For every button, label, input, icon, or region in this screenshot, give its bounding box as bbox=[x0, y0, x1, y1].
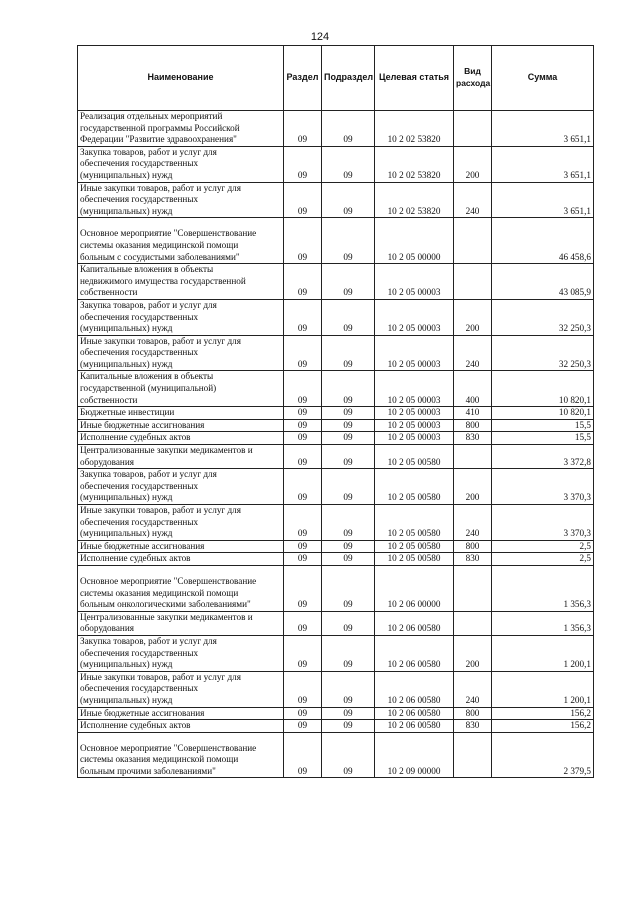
cell-expense-type bbox=[454, 218, 492, 264]
cell-podrazdel: 09 bbox=[322, 146, 375, 182]
cell-target-article: 10 2 05 00003 bbox=[375, 335, 454, 371]
cell-podrazdel: 09 bbox=[322, 565, 375, 611]
cell-target-article: 10 2 06 00580 bbox=[375, 611, 454, 635]
cell-expense-type: 200 bbox=[454, 146, 492, 182]
table-row bbox=[78, 419, 594, 432]
cell-name: Закупка товаров, работ и услуг для обеспечения государственных (муниципальных) нужд bbox=[78, 635, 284, 671]
table-row bbox=[78, 182, 594, 218]
cell-amount: 3 370,3 bbox=[492, 505, 594, 541]
cell-expense-type: 830 bbox=[454, 553, 492, 566]
cell-amount: 1 356,3 bbox=[492, 611, 594, 635]
cell-podrazdel: 09 bbox=[322, 553, 375, 566]
cell-razdel: 09 bbox=[284, 635, 322, 671]
cell-name: Закупка товаров, работ и услуг для обеспечения государственных (муниципальных) нужд bbox=[78, 146, 284, 182]
cell-expense-type bbox=[454, 445, 492, 469]
cell-razdel: 09 bbox=[284, 264, 322, 300]
cell-razdel: 09 bbox=[284, 732, 322, 778]
page-number: 124 bbox=[310, 31, 330, 43]
cell-razdel: 09 bbox=[284, 445, 322, 469]
cell-expense-type: 240 bbox=[454, 671, 492, 707]
table-row bbox=[78, 264, 594, 300]
cell-expense-type: 830 bbox=[454, 432, 492, 445]
cell-podrazdel: 09 bbox=[322, 505, 375, 541]
table-row bbox=[78, 553, 594, 566]
cell-expense-type bbox=[454, 264, 492, 300]
cell-amount: 3 651,1 bbox=[492, 146, 594, 182]
table-row bbox=[78, 335, 594, 371]
cell-name: Основное мероприятие "Совершенствование системы оказания медицинской помощи больным с сосудистыми заболеваниями" bbox=[78, 218, 284, 264]
cell-podrazdel: 09 bbox=[322, 445, 375, 469]
cell-expense-type: 410 bbox=[454, 407, 492, 420]
table-row bbox=[78, 565, 594, 611]
table-row bbox=[78, 611, 594, 635]
header-razdel: Раздел bbox=[284, 46, 322, 111]
cell-podrazdel: 09 bbox=[322, 432, 375, 445]
cell-podrazdel: 09 bbox=[322, 335, 375, 371]
table-row bbox=[78, 707, 594, 720]
cell-razdel: 09 bbox=[284, 419, 322, 432]
cell-amount: 3 372,8 bbox=[492, 445, 594, 469]
cell-amount: 1 356,3 bbox=[492, 565, 594, 611]
cell-target-article: 10 2 05 00003 bbox=[375, 264, 454, 300]
cell-target-article: 10 2 06 00580 bbox=[375, 720, 454, 733]
cell-razdel: 09 bbox=[284, 707, 322, 720]
cell-target-article: 10 2 02 53820 bbox=[375, 146, 454, 182]
cell-razdel: 09 bbox=[284, 218, 322, 264]
cell-target-article: 10 2 05 00003 bbox=[375, 299, 454, 335]
cell-razdel: 09 bbox=[284, 182, 322, 218]
table-row bbox=[78, 111, 594, 147]
table-row bbox=[78, 432, 594, 445]
cell-amount: 32 250,3 bbox=[492, 335, 594, 371]
cell-name: Иные закупки товаров, работ и услуг для обеспечения государственных (муниципальных) нужд bbox=[78, 505, 284, 541]
table-row bbox=[78, 720, 594, 733]
cell-target-article: 10 2 02 53820 bbox=[375, 111, 454, 147]
cell-podrazdel: 09 bbox=[322, 264, 375, 300]
cell-name: Капитальные вложения в объекты недвижимого имущества государственной собственности bbox=[78, 264, 284, 300]
cell-amount: 156,2 bbox=[492, 720, 594, 733]
cell-amount: 43 085,9 bbox=[492, 264, 594, 300]
cell-expense-type bbox=[454, 111, 492, 147]
table-row bbox=[78, 540, 594, 553]
cell-razdel: 09 bbox=[284, 299, 322, 335]
header-name: Наименование bbox=[78, 46, 284, 111]
cell-target-article: 10 2 05 00003 bbox=[375, 432, 454, 445]
cell-amount: 10 820,1 bbox=[492, 407, 594, 420]
cell-name: Закупка товаров, работ и услуг для обеспечения государственных (муниципальных) нужд bbox=[78, 469, 284, 505]
cell-expense-type bbox=[454, 611, 492, 635]
cell-podrazdel: 09 bbox=[322, 469, 375, 505]
cell-name: Капитальные вложения в объекты государственной (муниципальной) собственности bbox=[78, 371, 284, 407]
header-target-article: Целевая статья bbox=[375, 46, 454, 111]
cell-name: Исполнение судебных актов bbox=[78, 432, 284, 445]
header-expense-type: Вид расхода bbox=[454, 46, 492, 111]
cell-name: Централизованные закупки медикаментов и оборудования bbox=[78, 611, 284, 635]
cell-expense-type: 830 bbox=[454, 720, 492, 733]
header-amount: Сумма bbox=[492, 46, 594, 111]
cell-razdel: 09 bbox=[284, 671, 322, 707]
cell-name: Закупка товаров, работ и услуг для обеспечения государственных (муниципальных) нужд bbox=[78, 299, 284, 335]
cell-podrazdel: 09 bbox=[322, 371, 375, 407]
cell-target-article: 10 2 06 00000 bbox=[375, 565, 454, 611]
cell-amount: 10 820,1 bbox=[492, 371, 594, 407]
cell-podrazdel: 09 bbox=[322, 407, 375, 420]
table-row bbox=[78, 635, 594, 671]
cell-razdel: 09 bbox=[284, 720, 322, 733]
cell-amount: 1 200,1 bbox=[492, 635, 594, 671]
cell-amount: 3 651,1 bbox=[492, 111, 594, 147]
cell-razdel: 09 bbox=[284, 469, 322, 505]
cell-razdel: 09 bbox=[284, 407, 322, 420]
table-row bbox=[78, 407, 594, 420]
cell-amount: 15,5 bbox=[492, 432, 594, 445]
cell-amount: 1 200,1 bbox=[492, 671, 594, 707]
cell-podrazdel: 09 bbox=[322, 720, 375, 733]
cell-target-article: 10 2 06 00580 bbox=[375, 671, 454, 707]
table-row bbox=[78, 469, 594, 505]
cell-razdel: 09 bbox=[284, 335, 322, 371]
cell-name: Иные закупки товаров, работ и услуг для обеспечения государственных (муниципальных) нужд bbox=[78, 671, 284, 707]
cell-name: Централизованные закупки медикаментов и оборудования bbox=[78, 445, 284, 469]
table-row bbox=[78, 445, 594, 469]
cell-amount: 15,5 bbox=[492, 419, 594, 432]
cell-name: Иные бюджетные ассигнования bbox=[78, 419, 284, 432]
cell-podrazdel: 09 bbox=[322, 182, 375, 218]
cell-razdel: 09 bbox=[284, 540, 322, 553]
cell-target-article: 10 2 06 00580 bbox=[375, 635, 454, 671]
table-row bbox=[78, 671, 594, 707]
cell-amount: 32 250,3 bbox=[492, 299, 594, 335]
cell-razdel: 09 bbox=[284, 371, 322, 407]
cell-expense-type: 800 bbox=[454, 419, 492, 432]
table-body bbox=[78, 111, 594, 778]
cell-expense-type: 240 bbox=[454, 505, 492, 541]
table-row bbox=[78, 218, 594, 264]
cell-podrazdel: 09 bbox=[322, 707, 375, 720]
table-row bbox=[78, 299, 594, 335]
cell-target-article: 10 2 05 00580 bbox=[375, 553, 454, 566]
cell-expense-type: 240 bbox=[454, 335, 492, 371]
cell-amount: 2 379,5 bbox=[492, 732, 594, 778]
cell-razdel: 09 bbox=[284, 553, 322, 566]
cell-expense-type: 800 bbox=[454, 540, 492, 553]
cell-name: Исполнение судебных актов bbox=[78, 720, 284, 733]
table-header-row bbox=[78, 46, 594, 111]
cell-target-article: 10 2 05 00003 bbox=[375, 407, 454, 420]
cell-target-article: 10 2 05 00580 bbox=[375, 445, 454, 469]
cell-target-article: 10 2 05 00003 bbox=[375, 371, 454, 407]
cell-amount: 3 370,3 bbox=[492, 469, 594, 505]
header-podrazdel: Подраздел bbox=[322, 46, 375, 111]
cell-razdel: 09 bbox=[284, 611, 322, 635]
cell-name: Исполнение судебных актов bbox=[78, 553, 284, 566]
cell-amount: 2,5 bbox=[492, 540, 594, 553]
cell-name: Бюджетные инвестиции bbox=[78, 407, 284, 420]
cell-expense-type: 200 bbox=[454, 635, 492, 671]
cell-podrazdel: 09 bbox=[322, 671, 375, 707]
cell-target-article: 10 2 05 00003 bbox=[375, 419, 454, 432]
table-row bbox=[78, 371, 594, 407]
cell-name: Основное мероприятие "Совершенствование системы оказания медицинской помощи больным прочими заболеваниями" bbox=[78, 732, 284, 778]
cell-razdel: 09 bbox=[284, 111, 322, 147]
cell-razdel: 09 bbox=[284, 432, 322, 445]
cell-expense-type bbox=[454, 565, 492, 611]
cell-target-article: 10 2 05 00580 bbox=[375, 469, 454, 505]
cell-name: Иные бюджетные ассигнования bbox=[78, 540, 284, 553]
cell-target-article: 10 2 02 53820 bbox=[375, 182, 454, 218]
cell-expense-type bbox=[454, 732, 492, 778]
cell-target-article: 10 2 05 00580 bbox=[375, 505, 454, 541]
cell-podrazdel: 09 bbox=[322, 299, 375, 335]
cell-expense-type: 240 bbox=[454, 182, 492, 218]
cell-target-article: 10 2 05 00000 bbox=[375, 218, 454, 264]
cell-name: Реализация отдельных мероприятий государственной программы Российской Федерации "Развитие здравоохранения" bbox=[78, 111, 284, 147]
cell-name: Основное мероприятие "Совершенствование системы оказания медицинской помощи больным онкологическими заболеваниями" bbox=[78, 565, 284, 611]
cell-name: Иные бюджетные ассигнования bbox=[78, 707, 284, 720]
cell-podrazdel: 09 bbox=[322, 111, 375, 147]
cell-expense-type: 800 bbox=[454, 707, 492, 720]
cell-podrazdel: 09 bbox=[322, 218, 375, 264]
cell-amount: 46 458,6 bbox=[492, 218, 594, 264]
cell-amount: 3 651,1 bbox=[492, 182, 594, 218]
table-row bbox=[78, 505, 594, 541]
cell-expense-type: 400 bbox=[454, 371, 492, 407]
cell-razdel: 09 bbox=[284, 565, 322, 611]
table-row bbox=[78, 732, 594, 778]
cell-podrazdel: 09 bbox=[322, 611, 375, 635]
cell-expense-type: 200 bbox=[454, 299, 492, 335]
cell-razdel: 09 bbox=[284, 505, 322, 541]
cell-expense-type: 200 bbox=[454, 469, 492, 505]
cell-target-article: 10 2 06 00580 bbox=[375, 707, 454, 720]
cell-podrazdel: 09 bbox=[322, 635, 375, 671]
cell-amount: 156,2 bbox=[492, 707, 594, 720]
cell-name: Иные закупки товаров, работ и услуг для обеспечения государственных (муниципальных) нужд bbox=[78, 335, 284, 371]
cell-razdel: 09 bbox=[284, 146, 322, 182]
cell-amount: 2,5 bbox=[492, 553, 594, 566]
cell-target-article: 10 2 05 00580 bbox=[375, 540, 454, 553]
cell-podrazdel: 09 bbox=[322, 419, 375, 432]
table-row bbox=[78, 146, 594, 182]
cell-target-article: 10 2 09 00000 bbox=[375, 732, 454, 778]
budget-table bbox=[77, 45, 594, 778]
cell-podrazdel: 09 bbox=[322, 540, 375, 553]
cell-podrazdel: 09 bbox=[322, 732, 375, 778]
cell-name: Иные закупки товаров, работ и услуг для обеспечения государственных (муниципальных) нужд bbox=[78, 182, 284, 218]
